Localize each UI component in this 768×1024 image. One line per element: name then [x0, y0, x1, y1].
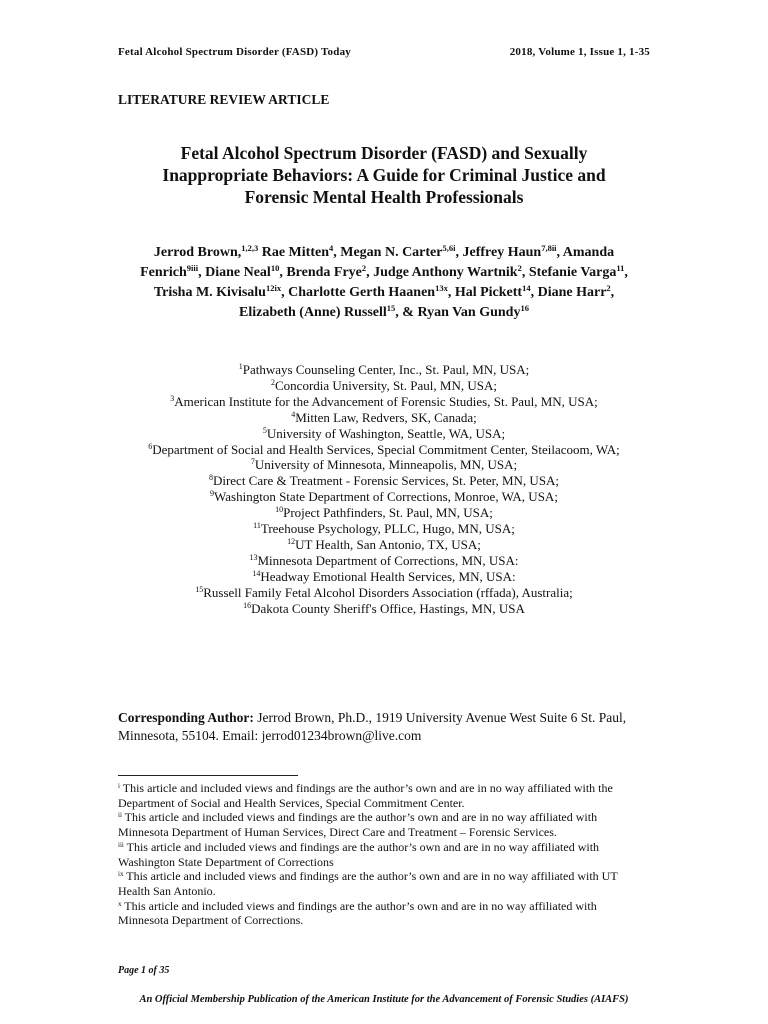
- affiliation-text: University of Minnesota, Minneapolis, MN, USA;: [254, 457, 518, 473]
- affiliation-item: [118, 378, 650, 394]
- footnote-mark: ii: [118, 811, 122, 820]
- affiliation-number: 6: [148, 441, 153, 451]
- author-affiliation-mark: 16: [520, 303, 529, 313]
- corresponding-label: Corresponding Author:: [118, 710, 254, 725]
- footnote-item: [118, 869, 650, 898]
- affiliation-text: Direct Care & Treatment - Forensic Services, St. Peter, MN, USA;: [212, 473, 560, 489]
- author-affiliation-mark: 11: [616, 263, 625, 273]
- footnote-text: This article and included views and findings are the author’s own and are in no way affiliated with Minnesota Department of Human Services, Direct Care and Treatment – Forensic Services.: [118, 810, 598, 840]
- affiliation-text: Headway Emotional Health Services, MN, USA:: [260, 568, 516, 584]
- affiliation-item: [118, 553, 650, 569]
- footnote-item: [118, 781, 650, 810]
- author-affiliation-mark: 7,8ii: [541, 243, 557, 253]
- author-name: , Charlotte Gerth Haanen: [281, 285, 436, 300]
- footnote-text: This article and included views and findings are the author’s own and are in no way affiliated with Washington State Department of Corrections: [118, 839, 600, 869]
- footnote-list: [118, 781, 650, 928]
- author-name: , Hal Pickett: [447, 285, 523, 300]
- footnote-mark: x: [118, 899, 122, 908]
- author-name: ,: [624, 265, 628, 280]
- affiliation-text: Russell Family Fetal Alcohol Disorders Association (rffada), Australia;: [203, 584, 573, 600]
- article-title: [118, 142, 650, 208]
- author-name: , & Ryan Van Gundy: [395, 305, 521, 320]
- author-list: [118, 243, 650, 323]
- author-affiliation-mark: 2: [361, 263, 367, 273]
- author-name: , Brenda Frye: [279, 265, 362, 280]
- affiliation-item: [118, 601, 650, 617]
- affiliation-item: [118, 585, 650, 601]
- affiliation-list: [118, 362, 650, 617]
- affiliation-text: American Institute for the Advancement of Forensic Studies, St. Paul, MN, USA;: [174, 393, 598, 409]
- author-name: , Diane Neal: [198, 265, 271, 280]
- author-name: , Jeffrey Haun: [455, 245, 542, 260]
- footnote-mark: iii: [118, 840, 124, 849]
- author-name: ,: [610, 285, 615, 300]
- affiliation-item: [118, 521, 650, 537]
- affiliation-number: 5: [262, 425, 267, 435]
- footnote-mark: i: [118, 782, 120, 790]
- author-name: Fenrich: [140, 265, 187, 280]
- affiliation-text: Project Pathfinders, St. Paul, MN, USA;: [283, 505, 493, 521]
- affiliation-number: 10: [275, 505, 284, 515]
- affiliation-number: 13: [249, 552, 258, 562]
- footnote-mark: ix: [118, 870, 124, 879]
- affiliation-item: [118, 505, 650, 521]
- affiliation-number: 2: [271, 377, 276, 387]
- affiliation-item: [118, 394, 650, 410]
- author-line: [118, 303, 650, 323]
- footnote-text: This article and included views and findings are the author’s own and are in no way affiliated with the Department of Social and Health Services, Special Commitment Center.: [118, 781, 613, 810]
- affiliation-number: 7: [250, 457, 255, 467]
- affiliation-number: 1: [238, 362, 243, 371]
- corresponding-details: Jerrod Brown, Ph.D., 1919 University Avenue West Suite 6 St. Paul, Minnesota, 55104. Email: jerrod01234brown@live.com: [118, 710, 627, 743]
- affiliation-text: Minnesota Department of Corrections, MN, USA:: [257, 552, 519, 568]
- affiliation-item: [118, 457, 650, 473]
- affiliation-text: Department of Social and Health Services, Special Commitment Center, Steilacoom, WA;: [152, 441, 620, 457]
- affiliation-item: [118, 410, 650, 426]
- footnote-item: [118, 840, 650, 869]
- affiliation-number: 15: [195, 584, 204, 594]
- author-affiliation-mark: 2: [517, 263, 522, 273]
- affiliation-text: Concordia University, St. Paul, MN, USA;: [275, 377, 497, 393]
- affiliation-number: 14: [252, 568, 261, 578]
- author-affiliation-mark: 15: [386, 303, 396, 313]
- author-name: Rae Mitten: [258, 245, 329, 260]
- affiliation-item: [118, 362, 650, 378]
- affiliation-number: 4: [291, 409, 296, 419]
- affiliation-item: [118, 569, 650, 585]
- affiliation-text: Mitten Law, Redvers, SK, Canada;: [295, 409, 477, 425]
- footnote-divider: [118, 775, 298, 776]
- affiliation-text: Washington State Department of Corrections, Monroe, WA, USA;: [214, 489, 558, 505]
- title-line: Fetal Alcohol Spectrum Disorder (FASD) and Sexually: [180, 143, 588, 163]
- author-name: , Megan N. Carter: [333, 245, 443, 260]
- affiliation-item: [118, 442, 650, 458]
- author-line: [118, 283, 650, 303]
- affiliation-number: 9: [210, 489, 215, 499]
- affiliation-text: UT Health, San Antonio, TX, USA;: [295, 536, 481, 552]
- affiliation-item: [118, 489, 650, 505]
- author-name: , Stefanie Varga: [521, 265, 617, 280]
- author-line: [118, 243, 650, 263]
- author-affiliation-mark: 2: [606, 283, 611, 293]
- affiliation-number: 8: [208, 473, 213, 483]
- author-name: , Judge Anthony Wartnik: [366, 265, 518, 280]
- affiliation-number: 12: [287, 536, 296, 546]
- affiliation-number: 16: [243, 600, 252, 610]
- author-affiliation-mark: 13x: [435, 283, 448, 293]
- affiliation-number: 11: [253, 521, 261, 531]
- author-affiliation-mark: 1,2,3: [241, 243, 259, 253]
- affiliation-item: [118, 473, 650, 489]
- page-number: Page 1 of 35: [118, 965, 170, 976]
- author-affiliation-mark: 14: [522, 283, 531, 293]
- affiliation-item: [118, 537, 650, 553]
- article-type-label: LITERATURE REVIEW ARTICLE: [118, 92, 330, 107]
- journal-name: Fetal Alcohol Spectrum Disorder (FASD) Today: [118, 46, 351, 58]
- affiliation-number: 3: [170, 393, 175, 403]
- author-name: Trisha M. Kivisalu: [153, 285, 266, 300]
- author-name: , Amanda: [556, 245, 615, 260]
- affiliation-item: [118, 426, 650, 442]
- affiliation-text: Pathways Counseling Center, Inc., St. Paul, MN, USA;: [242, 362, 530, 377]
- footnote-item: [118, 899, 650, 928]
- title-line: Inappropriate Behaviors: A Guide for Criminal Justice and: [162, 165, 606, 185]
- publication-footer: An Official Membership Publication of the American Institute for the Advancement of Forensic Studies (AIAFS): [139, 994, 629, 1005]
- author-affiliation-mark: 12ix: [265, 283, 282, 293]
- affiliation-text: Treehouse Psychology, PLLC, Hugo, MN, USA;: [260, 521, 515, 537]
- affiliation-text: University of Washington, Seattle, WA, USA;: [266, 425, 506, 441]
- author-name: , Diane Harr: [530, 285, 607, 300]
- author-name: Elizabeth (Anne) Russell: [239, 305, 387, 320]
- author-affiliation-mark: 9iii: [186, 263, 199, 273]
- title-line: Forensic Mental Health Professionals: [244, 187, 524, 207]
- author-line: [118, 263, 650, 283]
- author-affiliation-mark: 10: [270, 263, 280, 273]
- author-affiliation-mark: 5,6i: [442, 243, 456, 253]
- author-name: Jerrod Brown,: [153, 245, 242, 260]
- corresponding-author: [118, 709, 650, 745]
- affiliation-text: Dakota County Sheriff's Office, Hastings, MN, USA: [251, 600, 525, 616]
- footnote-text: This article and included views and findings are the author’s own and are in no way affiliated with UT Health San Antonio.: [118, 869, 618, 898]
- footnote-item: [118, 810, 650, 839]
- author-affiliation-mark: 4: [329, 243, 334, 253]
- footnote-text: This article and included views and findings are the author’s own and are in no way affiliated with Minnesota Department of Corrections.: [118, 898, 597, 928]
- citation-info: 2018, Volume 1, Issue 1, 1-35: [509, 46, 650, 58]
